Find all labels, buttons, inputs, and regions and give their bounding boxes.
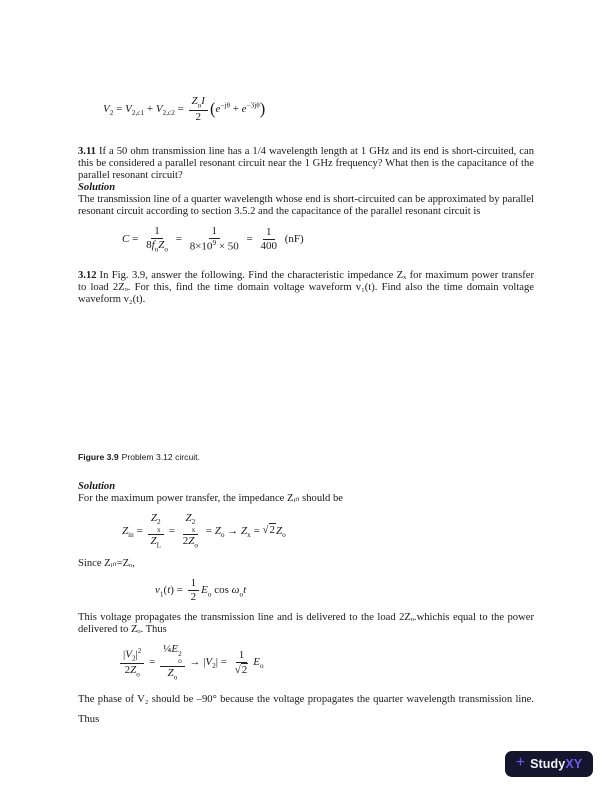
solution-heading-3-12: Solution bbox=[78, 480, 116, 492]
spacer bbox=[78, 132, 534, 146]
solution-heading-3-11: Solution bbox=[78, 181, 116, 193]
problem-3-12-number: 3.12 bbox=[78, 269, 97, 281]
figure-caption-text: Problem 3.12 circuit. bbox=[121, 451, 200, 462]
equation-v2-sum bbox=[78, 88, 534, 132]
studyxy-badge[interactable] bbox=[505, 751, 593, 777]
problem-3-11-statement bbox=[78, 146, 534, 182]
problem-3-12-statement bbox=[78, 270, 534, 306]
equation-zin-formula: $Z_{in}$ = Z 2 x $Z_L$ = Z 2 x $2Z_o$ = $Z_o \to Z_x$ = √ 2 $Z_o$ bbox=[122, 511, 286, 550]
equation-capacitance-formula: C = 1 $8f_oZ_o$ = $\frac{1}{8\times 10^9 \times 50}$ = $\frac{1}{400}$ (nF) bbox=[122, 224, 304, 254]
equation-v2-sum-formula: $V_2 = V_{2,c1} + V_{2,c2}$ = $Z_oI$ 2 $(e^{-j\theta} + e^{-3j\theta})$ bbox=[103, 95, 266, 123]
brand-text bbox=[530, 757, 582, 771]
solution-3-12-intro: For the maximum power transfer, the impedance Zᵢₙ should be bbox=[78, 492, 344, 504]
propagate-text: This voltage propagates the transmission line and is delivered to the load 2Zₒ.whichis equal to the power delivered to Zₒ. Thus bbox=[78, 612, 534, 636]
spacer bbox=[78, 463, 534, 481]
figure-3-9-placeholder bbox=[78, 306, 534, 452]
equation-v1t-formula: $v_1(t)$ = $\frac{1}{2}$ $E_o$ $\cos \omega_ot$ bbox=[155, 577, 247, 604]
phase-text: The phase of V₂ should be –90° because the voltage propagates the quarter wavelength transmission line. Thus bbox=[78, 693, 534, 725]
brand-study-label: Study bbox=[530, 757, 566, 771]
equation-v2-magnitude bbox=[78, 636, 534, 690]
problem-3-12-text: In Fig. 3.9, answer the following. Find the characteristic impedance Zₓ for maximum power transfer to load 2Zₒ. For this, find the time domain voltage waveform v₁(t). Find also the time domain voltage waveform v₂(t). bbox=[78, 269, 534, 305]
plus-icon: + bbox=[515, 754, 526, 771]
since-text: Since Zᵢₙ=Zₒ, bbox=[78, 558, 135, 570]
figure-caption-label: Figure 3.9 bbox=[78, 451, 119, 462]
figure-3-9-caption bbox=[78, 452, 534, 463]
equation-zin bbox=[78, 505, 534, 559]
brand-xy-label: XY bbox=[565, 757, 583, 771]
equation-capacitance bbox=[78, 218, 534, 262]
equation-v1t bbox=[78, 570, 534, 612]
equation-v2-magnitude-formula: $\frac{|V_2|^2}{2Z_o}$ = ¼E 2 o $Z_o$ → $|V_2|$ = 1 √ 2 $E_o$ bbox=[118, 643, 534, 682]
solution-3-11-text: The transmission line of a quarter wavelength whose end is short-circuited can be approximated by parallel resonant circuit according to section 3.5.2 and the capacitance of the parallel resonant circuit is bbox=[78, 193, 534, 217]
problem-3-11-text: If a 50 ohm transmission line has a 1/4 wavelength length at 1 GHz and its end is short-circuited, can this be considered a parallel resonant circuit near the 1 GHz frequency? What then is the capacitance of the parallel resonant circuit? bbox=[78, 145, 534, 181]
spacer bbox=[78, 262, 534, 270]
problem-3-11-number: 3.11 bbox=[78, 145, 96, 157]
